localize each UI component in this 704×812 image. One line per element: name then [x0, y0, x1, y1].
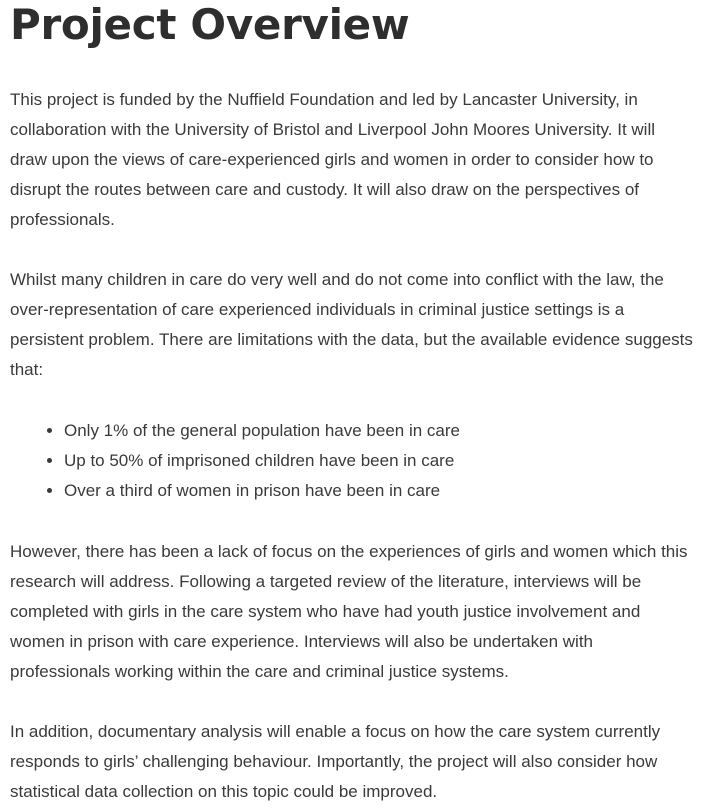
analysis-paragraph: In addition, documentary analysis will enable a focus on how the care system currently responds to girls’ challenging behaviour. Importantly, the project will also consider how statistical data collection on this topic could be improved.: [10, 722, 661, 801]
list-item: • Up to 50% of imprisoned children have been in care: [64, 446, 694, 476]
page-title: Project Overview: [10, 0, 410, 49]
intro-paragraph: This project is funded by the Nuffield Foundation and led by Lancaster University, in collaboration with the University of Bristol and Liverpool John Moores University. It will draw upon the views of care-experienced girls and women in order to consider how to disrupt the routes between care and custody. It will also draw on the perspectives of professionals.: [10, 90, 656, 229]
context-paragraph: Whilst many children in care do very well and do not come into conflict with the law, the over-representation of care experienced individuals in criminal justice settings is a persistent problem. There are limitations with the data, but the available evidence suggests that:: [10, 270, 693, 379]
research-paragraph: However, there has been a lack of focus on the experiences of girls and women which this research will address. Following a targeted review of the literature, interviews will be completed with girls in the care system who have had youth justice involvement and women in prison with care experience. Interviews will also be undertaken with professionals working within the care and criminal justice systems.: [10, 542, 688, 681]
evidence-list: [10, 416, 694, 506]
list-item: • Only 1% of the general population have been in care: [64, 416, 694, 446]
list-item: • Over a third of women in prison have been in care: [64, 476, 694, 506]
